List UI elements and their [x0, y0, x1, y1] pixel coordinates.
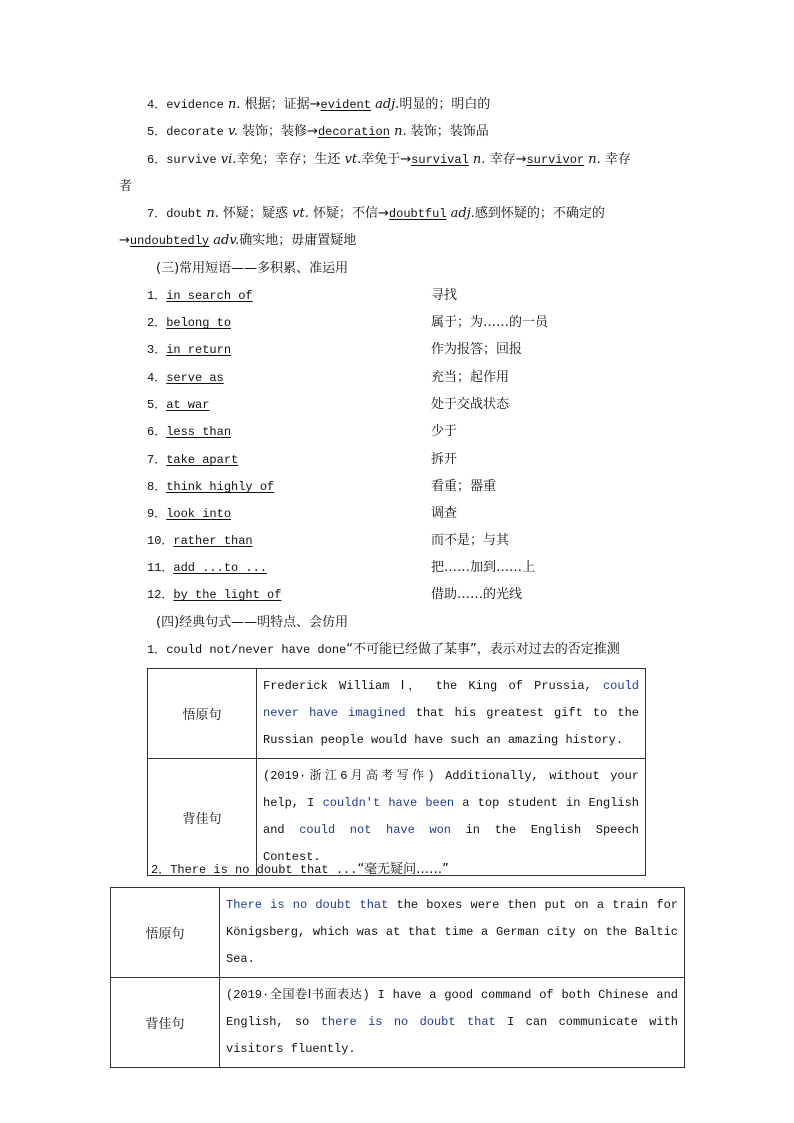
item-number: 3． [147, 343, 167, 357]
phrase-row [147, 340, 667, 360]
derived-word: doubtful [388, 207, 447, 221]
item-number: 4． [147, 371, 167, 385]
headword: decorate [166, 125, 224, 139]
phrase-en: take apart [166, 453, 239, 467]
original-sentence: There is no doubt that the boxes were then put on a train for Königsberg, which was at that time a German city on the Baltic Sea. [220, 888, 685, 978]
pattern-1-table [147, 668, 646, 876]
phrase-row [147, 422, 667, 442]
phrase-row [147, 313, 667, 333]
part-of-speech: n. [394, 124, 407, 139]
phrase-zh: 少于 [431, 424, 458, 439]
phrase-en: add ...to ... [173, 561, 268, 575]
item-number: 2． [151, 863, 171, 877]
derived-word: decoration [317, 125, 390, 139]
definition: 装饰；装修→ [242, 124, 318, 139]
phrase-zh: 属于；为……的一员 [431, 315, 549, 330]
phrase-zh: 而不是；与其 [431, 533, 510, 548]
row-label-original: 悟原句 [148, 669, 257, 759]
definition: 幸免于→ [361, 152, 412, 167]
vocab-item-7-continuation [119, 231, 356, 251]
highlighted-structure: could not have won [299, 823, 451, 837]
phrase-en: rather than [173, 534, 253, 548]
phrase-row [147, 395, 667, 415]
pattern-zh: “毫无疑问……” [357, 862, 449, 877]
phrase-row [147, 368, 667, 388]
highlighted-structure: couldn't have been [322, 796, 455, 810]
phrase-row [147, 286, 667, 306]
phrase-en: by the light of [173, 588, 282, 602]
part-of-speech: vt. [292, 206, 309, 221]
phrase-zh: 调查 [431, 506, 458, 521]
phrase-en: look into [166, 507, 232, 521]
item-number: 11． [147, 561, 174, 575]
item-number: 5． [147, 398, 167, 412]
phrase-zh: 充当；起作用 [431, 370, 510, 385]
table-row [111, 978, 685, 1068]
part-of-speech: n. [227, 97, 241, 112]
highlighted-structure: there is no doubt that [320, 1015, 496, 1029]
part-of-speech: v. [227, 124, 238, 139]
section-title-sentence-patterns: (四)经典句式——明特点、会仿用 [156, 615, 349, 630]
phrase-row [147, 477, 667, 497]
section-title-phrases: (三)常用短语——多积累、准运用 [156, 261, 349, 276]
phrase-zh: 把……加到……上 [431, 560, 536, 575]
phrase-en: think highly of [166, 480, 275, 494]
good-sentence: (2019·全国卷Ⅰ书面表达) I have a good command of both Chinese and English, so there is no doubt that I can communicate with visitors fluently. [220, 978, 685, 1068]
phrase-row [147, 450, 667, 470]
definition: 根据；证据→ [244, 97, 321, 112]
phrase-en: less than [166, 425, 232, 439]
phrase-en: serve as [166, 371, 224, 385]
phrase-en: in search of [166, 289, 253, 303]
phrase-row [147, 558, 667, 578]
part-of-speech: adv. [213, 233, 240, 248]
item-number: 2． [147, 316, 167, 330]
highlighted-structure: could never have imagined [263, 679, 639, 720]
arrow: → [119, 233, 130, 248]
definition: 怀疑；疑惑 [223, 206, 289, 221]
phrase-zh: 看重；器重 [431, 479, 497, 494]
definition: 感到怀疑的；不确定的 [474, 206, 605, 221]
table-row [148, 759, 646, 876]
phrase-zh: 借助……的光线 [431, 587, 523, 602]
phrase-row [147, 585, 667, 605]
definition: 幸免；幸存；生还 [236, 152, 341, 167]
phrase-zh: 处于交战状态 [431, 397, 510, 412]
part-of-speech: n. [206, 206, 219, 221]
item-number: 6． [147, 425, 167, 439]
vocab-item-7 [147, 204, 605, 224]
part-of-speech: n. [588, 152, 601, 167]
derived-word: undoubtedly [129, 234, 210, 248]
item-number: 7． [147, 207, 167, 221]
definition: 怀疑；不信→ [313, 206, 389, 221]
item-number: 1． [147, 289, 167, 303]
derived-word: survival [411, 153, 469, 167]
pattern-1-heading [147, 640, 620, 660]
headword: evidence [166, 98, 224, 112]
good-sentence: (2019·浙江6月高考写作) Additionally, without your help, I couldn't have been a top student in English and could not have won in the English Speech Contest. [257, 759, 646, 876]
item-number: 12． [147, 588, 174, 602]
headword: doubt [166, 207, 203, 221]
row-label-good-sentence: 背佳句 [148, 759, 257, 876]
item-number: 5． [147, 125, 167, 139]
part-of-speech: n. [472, 152, 486, 167]
definition: 明显的；明白的 [399, 97, 491, 112]
derived-word: survivor [526, 153, 585, 167]
part-of-speech: adj. [450, 206, 475, 221]
part-of-speech: vt. [344, 152, 362, 167]
phrase-en: at war [166, 398, 210, 412]
highlighted-structure: There is no doubt that [226, 898, 389, 912]
definition: 装饰；装饰品 [410, 124, 489, 139]
row-label-original: 悟原句 [111, 888, 220, 978]
definition: 幸存→ [489, 152, 527, 167]
headword: survive [166, 153, 217, 167]
phrase-row [147, 504, 667, 524]
vocab-item-6-continuation: 者 [119, 179, 133, 194]
vocab-item-5 [147, 122, 489, 142]
phrase-en: in return [166, 343, 232, 357]
part-of-speech: vi. [220, 152, 237, 167]
pattern-en: could not/never have done [166, 643, 347, 657]
item-number: 9． [147, 507, 167, 521]
definition: 确实地；毋庸置疑地 [239, 233, 357, 248]
pattern-2-table [110, 887, 685, 1068]
phrase-zh: 作为报答；回报 [431, 342, 523, 357]
definition: 幸存 [604, 152, 631, 167]
pattern-2-heading [151, 860, 449, 880]
pattern-en: There is no doubt that ... [170, 863, 358, 877]
phrase-zh: 寻找 [431, 288, 458, 303]
vocab-item-6 [147, 150, 631, 170]
pattern-zh: “不可能已经做了某事”，表示对过去的否定推测 [346, 642, 620, 657]
vocab-item-4 [147, 95, 490, 115]
table-row [111, 888, 685, 978]
part-of-speech: adj. [375, 97, 400, 112]
table-row [148, 669, 646, 759]
item-number: 10． [147, 534, 174, 548]
item-number: 8． [147, 480, 167, 494]
row-label-good-sentence: 背佳句 [111, 978, 220, 1068]
original-sentence: Frederick William Ⅰ， the King of Prussia, could never have imagined that his greatest gift to the Russian people would have such an amazing history. [257, 669, 646, 759]
item-number: 4． [147, 98, 167, 112]
item-number: 7． [147, 453, 167, 467]
item-number: 6． [147, 153, 167, 167]
phrase-zh: 拆开 [431, 452, 458, 467]
phrase-row [147, 531, 667, 551]
derived-word: evident [320, 98, 371, 112]
phrase-en: belong to [166, 316, 232, 330]
item-number: 1． [147, 643, 167, 657]
